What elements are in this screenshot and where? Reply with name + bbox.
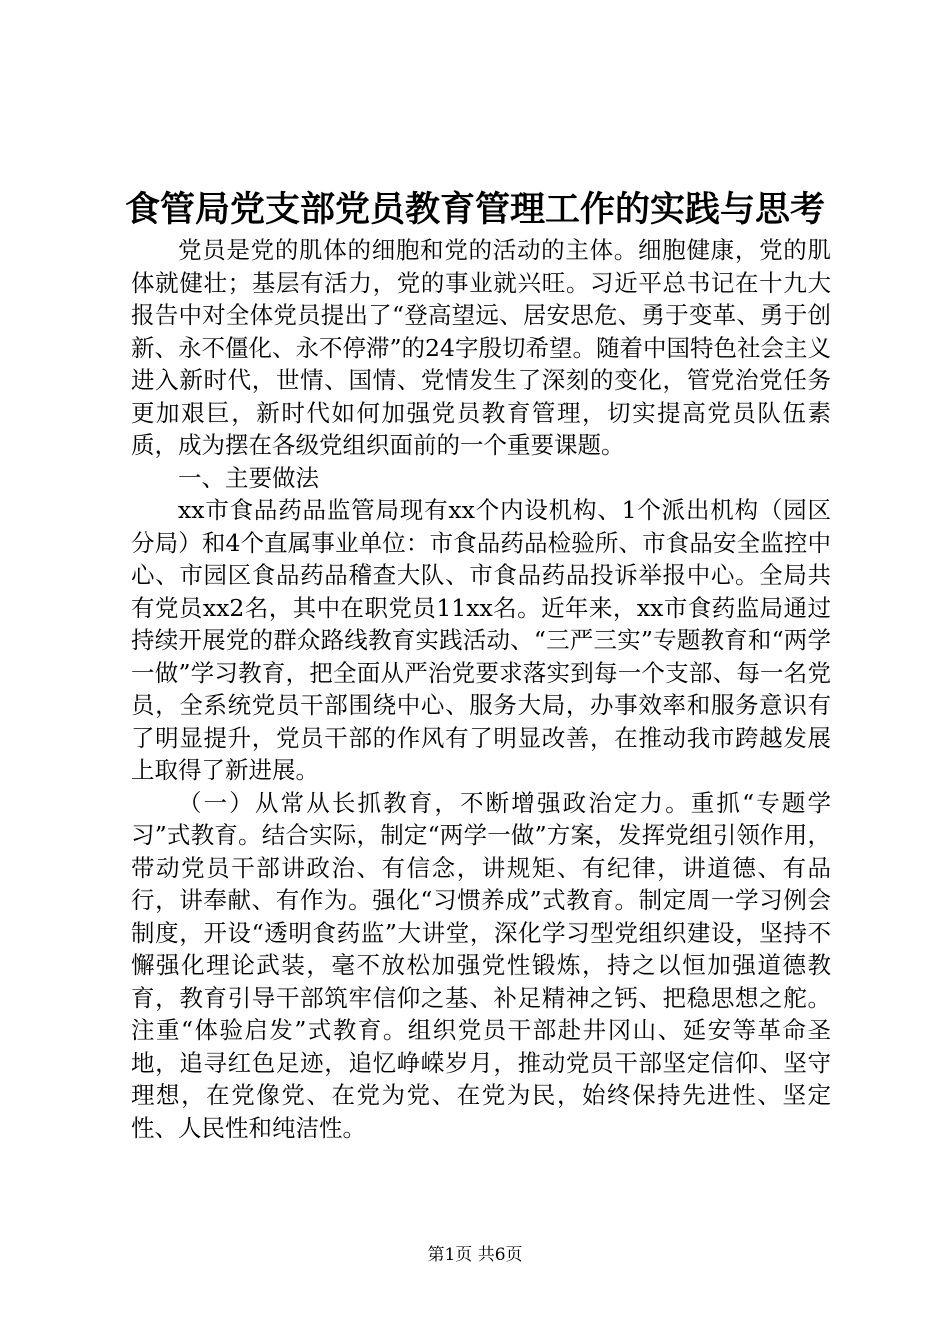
- overview-paragraph: xx市食品药品监管局现有xx个内设机构、1个派出机构（园区分局）和4个直属事业单位：市食品药品检验所、市食品安全监控中心、市园区食品药品稽查大队、市食品药品投诉举报中心。全局共有党员xx2名，其中在职党员11xx名。近年来，xx市食药监局通过持续开展党的群众路线教育实践活动、“三严三实”专题教育和“两学一做”学习教育，把全面从严治党要求落实到每一个支部、每一名党员，全系统党员干部围绕中心、服务大局，办事效率和服务意识有了明显提升，党员干部的作风有了明显改善，在推动我市跨越发展上取得了新进展。: [131, 496, 831, 784]
- document-body: [131, 234, 831, 1144]
- intro-paragraph: 党员是党的肌体的细胞和党的活动的主体。细胞健康，党的肌体就健壮；基层有活力，党的事业就兴旺。习近平总书记在十九大报告中对全体党员提出了“登高望远、居安思危、勇于变革、勇于创新、永不僵化、永不停滞”的24字殷切希望。随着中国特色社会主义进入新时代，世情、国情、党情发生了深刻的变化，管党治党任务更加艰巨，新时代如何加强党员教育管理，切实提高党员队伍素质，成为摆在各级党组织面前的一个重要课题。: [131, 236, 831, 459]
- subsection-paragraph: （一）从常从长抓教育，不断增强政治定力。重抓“专题学习”式教育。结合实际，制定“两学一做”方案，发挥党组引领作用，带动党员干部讲政治、有信念，讲规矩、有纪律，讲道德、有品行，讲奉献、有作为。强化“习惯养成”式教育。制定周一学习例会制度，开设“透明食药监”大讲堂，深化学习型党组织建设，坚持不懈强化理论武装，毫不放松加强党性锻炼，持之以恒加强道德教育，教育引导干部筑牢信仰之基、补足精神之钙、把稳思想之舵。注重“体验启发”式教育。组织党员干部赴井冈山、延安等革命圣地，追寻红色足迹，追忆峥嵘岁月，推动党员干部坚定信仰、坚守理想，在党像党、在党为党、在党为民，始终保持先进性、坚定性、人民性和纯洁性。: [131, 788, 831, 1142]
- page-number-footer: 第1页 共6页: [427, 1245, 523, 1265]
- section-heading: 一、主要做法: [178, 463, 319, 492]
- document-title: 食管局党支部党员教育管理工作的实践与思考: [124, 189, 825, 230]
